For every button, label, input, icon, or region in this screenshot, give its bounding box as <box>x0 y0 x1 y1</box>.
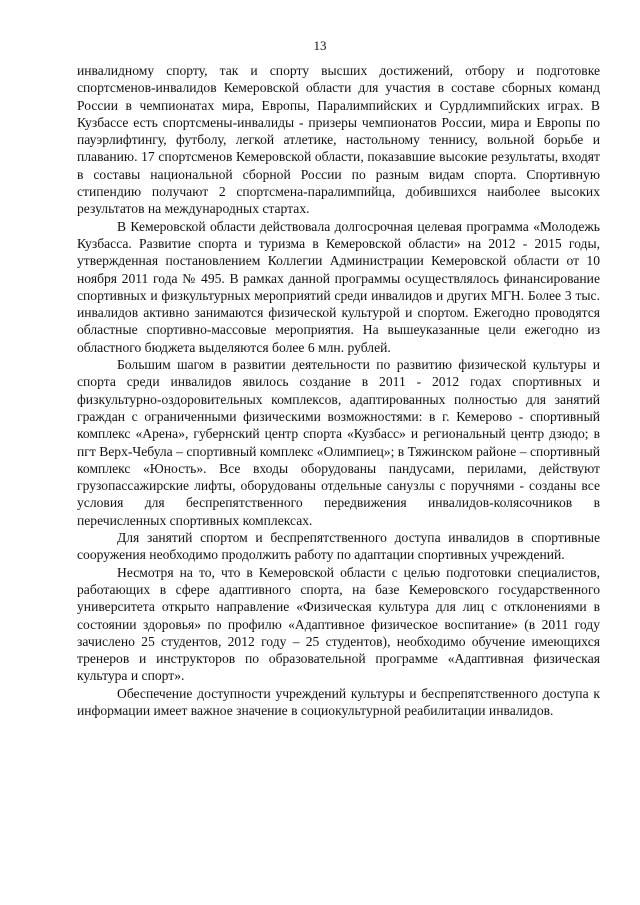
paragraph-sports-support: инвалидному спорту, так и спорту высших достижений, отбору и подготовке спортсменов-инвалидов Кемеровской области для участия в составе сборных команд России в чемпионатах мира, Европы, Паралимпийских и Сурдлимпийских играх. В Кузбассе есть спортсмены-инвалиды - призеры чемпионатов России, мира и Европы по пауэрлифтингу, футболу, легкой атлетике, настольному теннису, вольной борьбе и плаванию. 17 спортсменов Кемеровской области, показавшие высокие результаты, входят в составы национальной сборной России по разным видам спорта. Спортивную стипендию получают 2 спортсмена-паралимпийца, добившихся наиболее высоких результатов на международных стартах. <box>77 63 600 217</box>
paragraph-culture-accessibility: Обеспечение доступности учреждений культуры и беспрепятственного доступа к информации имеет важное значение в социокультурной реабилитации инвалидов. <box>77 685 600 718</box>
paragraph-target-program: В Кемеровской области действовала долгосрочная целевая программа «Молодежь Кузбасса. Развитие спорта и туризма в Кемеровской области» на 2012 - 2015 годы, утвержденная постановлением Коллегии Администрации Кемеровской области от 10 ноября 2011 года № 495. В рамках данной программы осуществлялось финансирование спортивных и физкультурных мероприятий среди инвалидов и других МГН. Более 3 тыс. инвалидов активно занимаются физической культурой и спортом. Ежегодно проводятся областные спортивно-массовые мероприятия. На вышеуказанные цели ежегодно из областного бюджета выделяются более 6 млн. рублей. <box>77 218 600 355</box>
paragraph-facility-adaptation: Для занятий спортом и беспрепятственного доступа инвалидов в спортивные сооружения необходимо продолжить работу по адаптации спортивных учреждений. <box>77 530 600 563</box>
body-text <box>77 62 600 719</box>
paragraph-sports-complexes: Большим шагом в развитии деятельности по развитию физической культуры и спорта среди инвалидов явилось создание в 2011 - 2012 годах спортивных и физкультурно-оздоровительных комплексов, адаптированных полностью для занятий граждан с ограниченными физическими возможностями: в г. Кемерово - спортивный комплекс «Арена», губернский центр спорта «Кузбасс» и региональный центр дзюдо; в пгт Верх-Чебула – спортивный комплекс «Олимпиец»; в Тяжинском районе – спортивный комплекс «Юность». Все входы оборудованы пандусами, перилами, действуют грузопассажирские лифты, оборудованы отдельные санузлы с поручнями - созданы все условия для беспрепятственного передвижения инвалидов-колясочников в перечисленных спортивных комплексах. <box>77 357 600 528</box>
paragraph-specialist-training: Несмотря на то, что в Кемеровской области с целью подготовки специалистов, работающих в сфере адаптивного спорта, на базе Кемеровского государственного университета открыто направление «Физическая культура для лиц с отклонениями в состоянии здоровья» по профилю «Адаптивное физическое воспитание» (в 2011 году зачислено 25 студентов, 2012 году – 25 студентов), необходимо обучение имеющихся тренеров и инструкторов по образовательной программе «Адаптивная физическая культура и спорт». <box>77 564 600 684</box>
page-number: 13 <box>313 38 327 53</box>
